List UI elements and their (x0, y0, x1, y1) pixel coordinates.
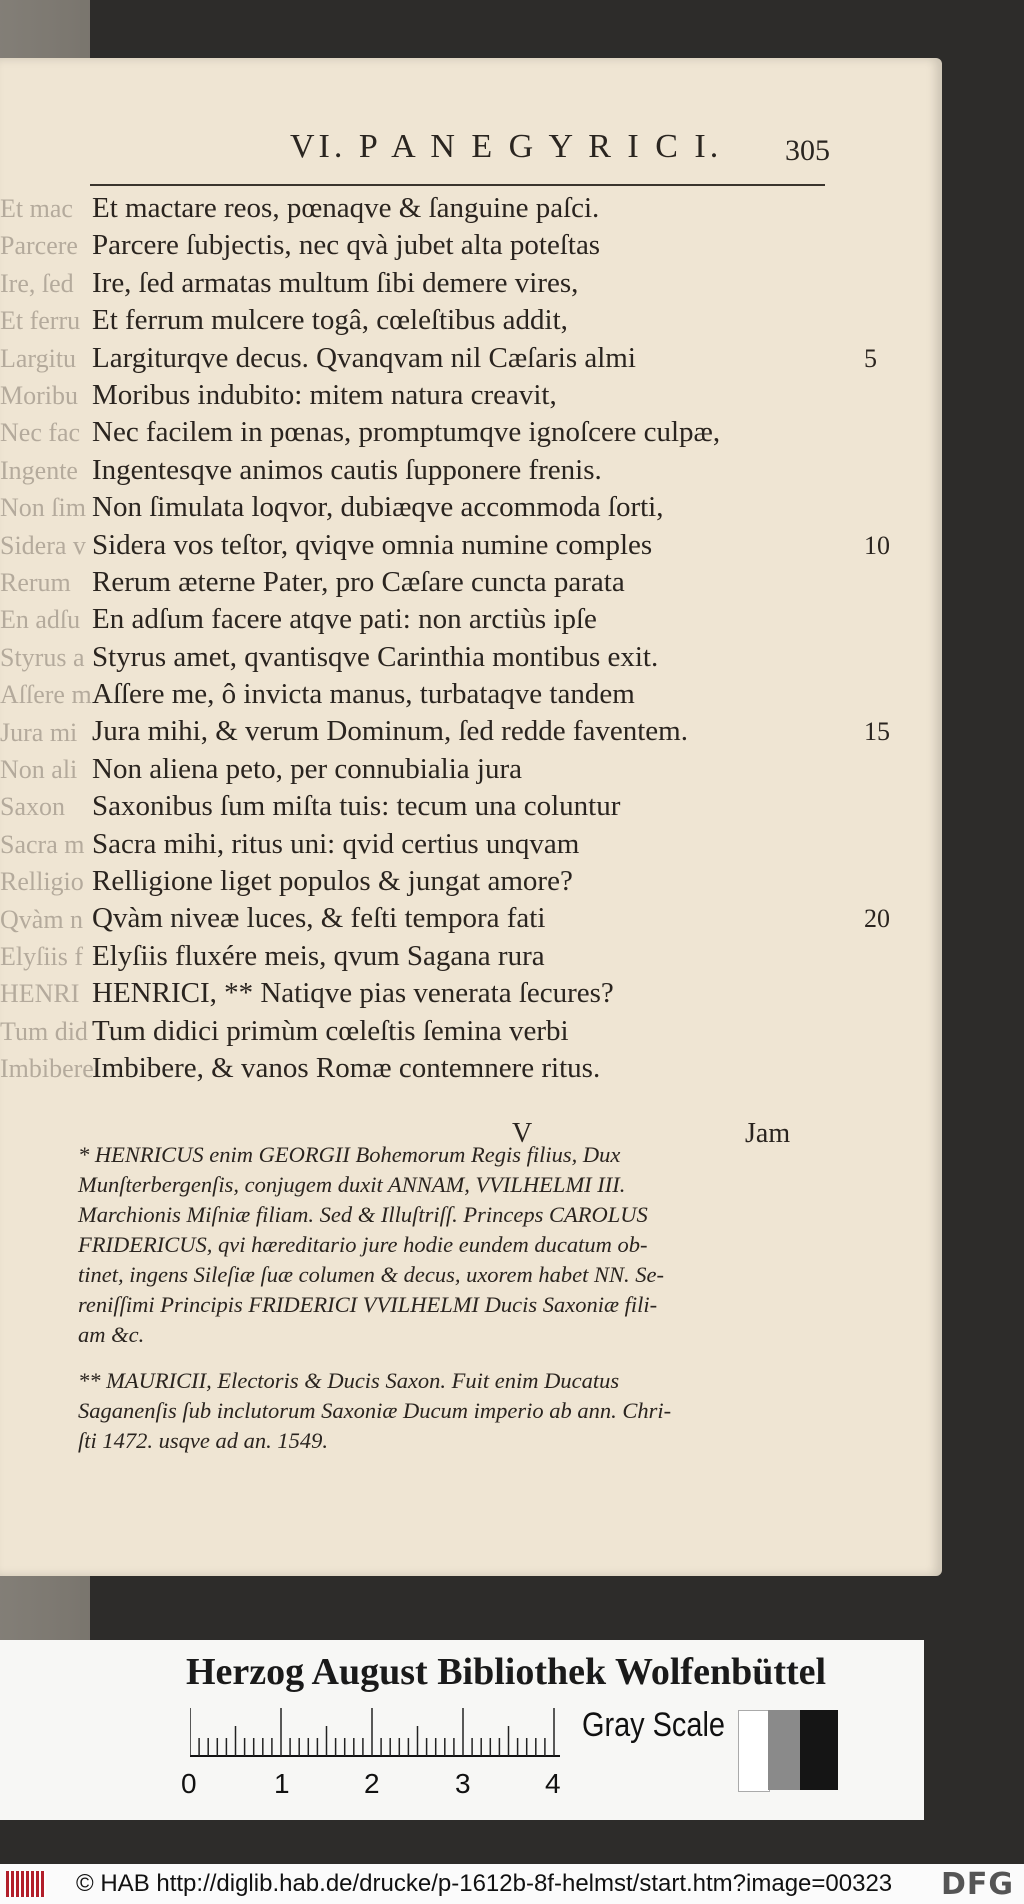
ghost-line: Et ferru (0, 306, 81, 336)
ruler (190, 1708, 560, 1758)
verse-line (92, 527, 890, 564)
footnote-line: reniſſimi Principis FRIDERICI VVILHELMI Ducis Saxoniæ fili- (78, 1292, 658, 1317)
footnote-line: ſti 1472. usqve ad an. 1549. (78, 1428, 328, 1453)
verse-text: Ire, ſed armatas multum ſibi demere vires, (92, 266, 579, 299)
verse-line (92, 601, 832, 638)
verse-line (92, 190, 832, 227)
verse-text: Jura mihi, & verum Dominum, ſed redde faventem. (92, 715, 688, 748)
verse-line (92, 452, 832, 489)
ghost-line: Parcere (0, 231, 78, 261)
header-rule (90, 184, 825, 186)
verse-text: Non aliena peto, per connubialia jura (92, 752, 523, 785)
footnote-line: FRIDERICUS, qvi hæreditario jure hodie eundem ducatum ob- (78, 1232, 648, 1257)
verse-line (92, 1013, 832, 1050)
verse-line (92, 788, 832, 825)
verse-line (92, 265, 832, 302)
source-url[interactable]: © HAB http://diglib.hab.de/drucke/p-1612b-8f-helmst/start.htm?image=00323 (76, 1870, 893, 1897)
ruler-label-2: 2 (364, 1768, 380, 1799)
verse-text: Elyſiis fluxére meis, qvum Sagana rura (92, 939, 545, 972)
ghost-line: Aſſere m (0, 680, 92, 710)
verse-text: Nec facilem in pœnas, promptumqve ignoſcere culpæ, (92, 416, 721, 449)
verse-line (92, 676, 832, 713)
page-number: 305 (785, 134, 830, 167)
scale-bar (0, 1640, 924, 1820)
verse-line (92, 1050, 832, 1087)
verse-line (92, 713, 890, 750)
ghost-line: Sacra m (0, 829, 85, 859)
footnote-2 (78, 1366, 808, 1456)
verse-text: Largiturqve decus. Qvanqvam nil Cæſaris almi (92, 341, 636, 374)
ghost-line: Elyſiis f (0, 942, 84, 971)
running-header (290, 128, 830, 168)
ghost-line: Saxon (0, 792, 65, 822)
catchword: Jam (745, 1118, 791, 1149)
swatch-white (738, 1710, 770, 1792)
ghost-line: Rerum (0, 568, 71, 597)
line-number: 20 (864, 904, 890, 934)
footnote-line: Munſterbergenſis, conjugem duxit ANNAM, VVILHELMI III. (78, 1172, 626, 1197)
ghost-line: Ire, ſed (0, 268, 74, 298)
library-title: Herzog August Bibliothek Wolfenbüttel (186, 1651, 827, 1693)
ghost-line: Jura mi (0, 717, 78, 747)
footnote-line: tinet, ingens Sileſiæ ſuæ columen & decus, uxorem habet NN. Se- (78, 1262, 664, 1287)
verse-line (92, 826, 832, 863)
verse-line (92, 489, 832, 526)
ghost-line: Qvàm n (0, 904, 84, 934)
verse-text: Styrus amet, qvantisqve Carinthia montibus exit. (92, 640, 659, 673)
footnote-line: am &c. (78, 1322, 145, 1347)
ghost-line: Largitu (0, 343, 77, 373)
verse-text: Tum didici primùm cœleſtis ſemina verbi (92, 1014, 569, 1047)
ghost-line: Relligio (0, 867, 84, 897)
verse-line (92, 975, 832, 1012)
footnote-line: Marchionis Miſniæ filiam. Sed & Illuſtriſſ. Princeps CAROLUS (78, 1202, 648, 1227)
swatch-gray (768, 1710, 800, 1790)
verse-line (92, 863, 832, 900)
line-number: 15 (864, 717, 890, 747)
verse-text: Moribus indubito: mitem natura creavit, (92, 378, 557, 411)
verse-text: Sidera vos teſtor, qviqve omnia numine comples (92, 528, 653, 561)
verse-line (92, 900, 890, 937)
ruler-label-3: 3 (455, 1768, 471, 1799)
footnote-line: * HENRICUS enim GEORGII Bohemorum Regis filius, Dux (78, 1142, 621, 1167)
hab-logo-icon (6, 1871, 46, 1897)
verse-text: Rerum æterne Pater, pro Cæſare cuncta parata (92, 565, 625, 598)
ghost-line: Nec fac (0, 418, 81, 448)
verse-block (92, 190, 890, 1087)
verse-text: Aſſere me, ô invicta manus, turbataqve tandem (92, 678, 635, 711)
footnote-1 (78, 1140, 808, 1350)
verse-line (92, 751, 832, 788)
verse-text: HENRICI, ** Natiqve pias venerata ſecures? (92, 977, 614, 1010)
ghost-line: Non ſim (0, 493, 86, 523)
verse-line (92, 564, 832, 601)
ghost-line: En adſu (0, 605, 81, 635)
verse-line (92, 340, 877, 377)
verse-text: Non ſimulata loqvor, dubiæqve accommoda ſorti, (92, 491, 664, 524)
footer-bar (0, 1864, 1024, 1904)
verse-text: Saxonibus ſum miſta tuis: tecum una coluntur (92, 790, 621, 823)
line-number: 5 (864, 343, 877, 373)
verse-line (92, 302, 832, 339)
footnote-line: Saganenſis ſub inclutorum Saxoniæ Ducum imperio ab ann. Chri- (78, 1398, 672, 1423)
verse-line (92, 377, 832, 414)
verse-text: Sacra mihi, ritus uni: qvid certius unqvam (92, 827, 580, 860)
ghost-line: Moribu (0, 381, 78, 410)
ruler-label-4: 4 (545, 1768, 561, 1799)
ghost-line: Sidera v (0, 530, 86, 560)
verse-text: Parcere ſubjectis, nec qvà jubet alta poteſtas (92, 229, 601, 262)
ghost-line: Imbibere (0, 1054, 94, 1084)
footnote-line: ** MAURICII, Electoris & Ducis Saxon. Fuit enim Ducatus (78, 1368, 620, 1393)
signature-mark: V (512, 1118, 533, 1149)
verse-text: En adſum facere atqve pati: non arctiùs ipſe (92, 603, 597, 636)
running-title: VI. P A N E G Y R I C I. (290, 128, 723, 165)
verse-text: Imbibere, & vanos Romæ contemnere ritus. (92, 1051, 601, 1084)
verse-line (92, 227, 832, 264)
ghost-line: Et mac (0, 194, 73, 223)
verse-text: Ingentesqve animos cautis ſupponere frenis. (92, 453, 602, 486)
verse-text: Et mactare reos, pœnaqve & ſanguine paſci. (92, 192, 600, 224)
dfg-logo: DFG (940, 1867, 1014, 1902)
ghost-line: Ingente (0, 455, 78, 485)
ghost-line: Tum did (0, 1016, 88, 1046)
ruler-label-0: 0 (181, 1768, 197, 1799)
ghost-line: HENRI (0, 979, 80, 1009)
verse-line (92, 938, 832, 975)
verse-line (92, 639, 832, 676)
verse-text: Et ferrum mulcere togâ, cœleſtibus addit, (92, 304, 568, 337)
ruler-label-1: 1 (274, 1768, 290, 1799)
swatch-black (800, 1710, 838, 1790)
verse-text: Qvàm niveæ luces, & feſti tempora fati (92, 902, 546, 935)
gray-scale-label: Gray Scale (582, 1706, 725, 1744)
verse-line (92, 414, 832, 451)
verse-text: Relligione liget populos & jungat amore? (92, 865, 573, 898)
ghost-line: Styrus a (0, 642, 85, 672)
line-number: 10 (864, 530, 890, 560)
ghost-line: Non ali (0, 755, 78, 784)
